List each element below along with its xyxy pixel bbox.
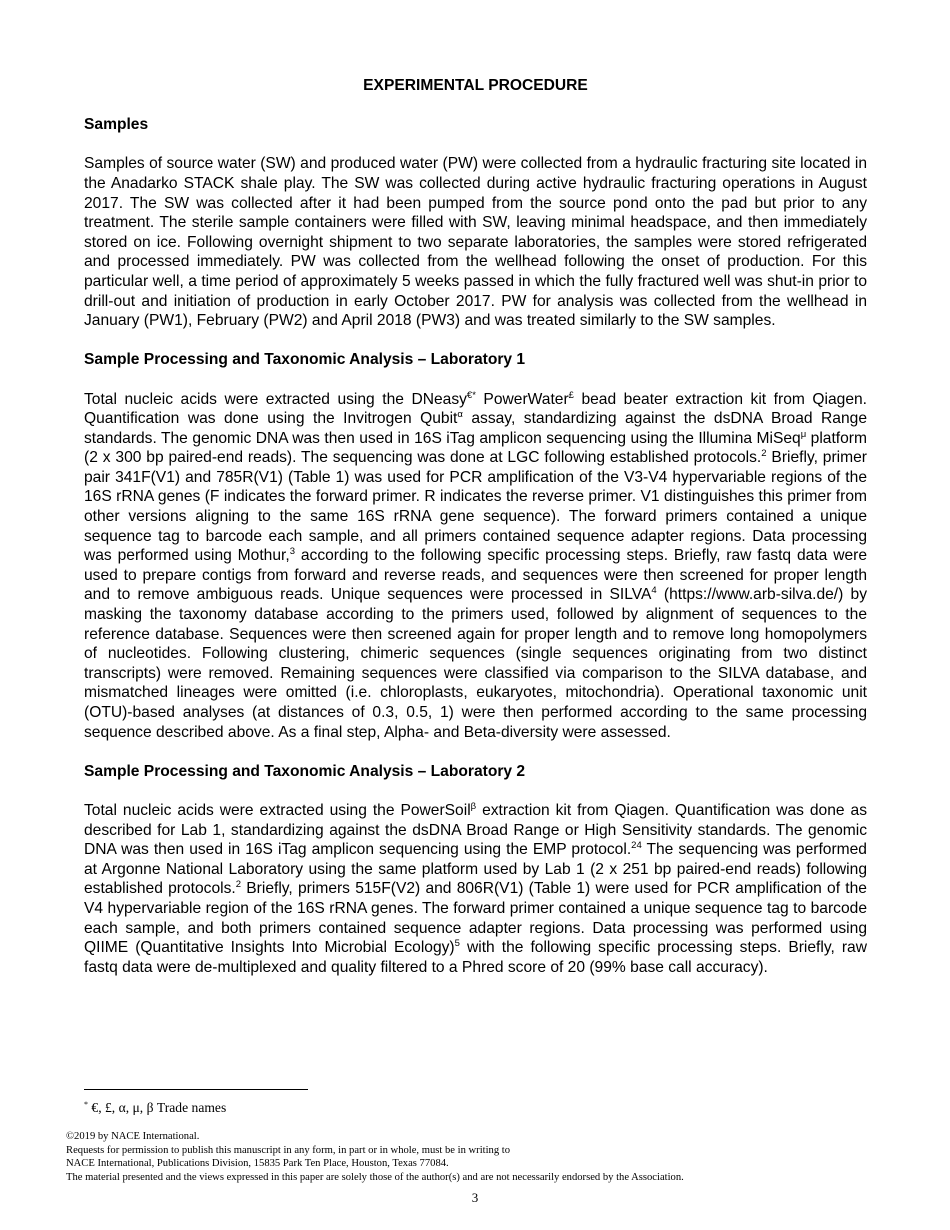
paragraph-text: with the following specific processing steps. Briefly, raw fastq data were de-multiplexed and quality filtered to a Phred score of 20 (99% base call accuracy).: [84, 939, 867, 976]
copyright-notice: [66, 1130, 684, 1184]
samples-paragraph: Samples of source water (SW) and produced water (PW) were collected from a hydraulic fracturing site located in the Anadarko STACK shale play. The SW was collected during active hydraulic fracturing operations in August 2017. The SW was collected after it had been pumped from the source pond onto the pad but prior to any treatment. The sterile sample containers were filled with SW, leaving minimal headspace, and then immediately stored on ice. Following overnight shipment to two separate laboratories, the samples were stored refrigerated and processed immediately. PW was collected from the wellhead following the onset of production. For this particular well, a time period of approximately 5 weeks passed in which the fully fractured well was shut-in prior to drill-out and initiation of production in early October 2017. PW for analysis was collected from the wellhead in January (PW1), February (PW2) and April 2018 (PW3) and was treated similarly to the SW samples.: [84, 155, 867, 330]
reference-superscript: α: [457, 409, 463, 421]
reference-superscript: 24: [631, 840, 642, 852]
page-title: EXPERIMENTAL PROCEDURE: [363, 77, 588, 94]
paragraph-text: The sequencing was performed at Argonne National Laboratory using the same platform used by Lab 1 (2 x 251 bp paired-end reads) following established protocols.: [84, 841, 867, 898]
copyright-line: ©2019 by NACE International.: [66, 1131, 200, 1142]
paragraph-text: Briefly, primer pair 341F(V1) and 785R(V1) (Table 1) was used for PCR amplification of the V3-V4 hypervariable regions of the 16S rRNA genes (F indicates the forward primer. R indicates the reverse primer. V1 distinguishes this primer from other versions aligning to the same 16S rRNA gene sequence). The forward primers contained a unique sequence tag to barcode each sample, and all primers contained sequence adapter regions. Data processing was performed using Mothur,: [84, 449, 867, 565]
paragraph-text: Briefly, primers 515F(V2) and 806R(V1) (Table 1) were used for PCR amplification of the V4 hypervariable region of the 16S rRNA genes. The forward primer contained a unique sequence tag to barcode each sample, and both primers contained sequence adapter regions. Data processing was performed using QIIME (Quantitative Insights Into Microbial Ecology): [84, 880, 867, 957]
reference-superscript: 3: [289, 546, 295, 558]
section-heading-laboratory-1: Sample Processing and Taxonomic Analysis – Laboratory 1: [84, 351, 526, 369]
paragraph-text: (https://www.arb-silva.de/) by masking the taxonomy database according to the primers used, followed by alignment of sequences to the reference database. Sequences were then screened again for proper length and to remove long homopolymers of nucleotides. Following clustering, chimeric sequences (single sequences originating from two distinct transcripts) were removed. Remaining sequences were classified via comparison to the SILVA database, and mismatched lineages were omitted (i.e. chloroplasts, eukaryotes, mitochondria). Operational taxonomic unit (OTU)-based analyses (at distances of 0.3, 0.5, 1) were then performed according to the same processing sequence described above. As a final step, Alpha- and Beta-diversity were assessed.: [84, 586, 867, 741]
reference-superscript: μ: [800, 428, 807, 440]
footnote: [84, 1100, 226, 1116]
reference-superscript: β: [470, 800, 477, 812]
laboratory-1-paragraph: [84, 390, 867, 743]
section-heading-laboratory-2: Sample Processing and Taxonomic Analysis – Laboratory 2: [84, 762, 526, 780]
paragraph-text: extraction kit from Qiagen. Quantification was done as described for Lab 1, standardizing against the dsDNA Broad Range or High Sensitivity standards. The genomic DNA was then used in 16S iTag amplicon sequencing using the EMP protocol.: [84, 801, 867, 859]
paragraph-text: Total nucleic acids were extracted using the PowerSoil: [84, 801, 471, 819]
main-content: [84, 76, 867, 977]
copyright-line: The material presented and the views expressed in this paper are solely those of the author(s) and are not necessarily endorsed by the Association.: [66, 1171, 684, 1183]
copyright-line: NACE International, Publications Division, 15835 Park Ten Place, Houston, Texas 77084.: [66, 1158, 449, 1170]
footnote-marker: *: [84, 1100, 88, 1109]
reference-superscript: 2: [235, 879, 242, 891]
paragraph-text: according to the following specific processing steps. Briefly, raw fastq data were used to prepare contigs from forward and reverse reads, and sequences were then screened for proper length and to remove ambiguous reads. Unique sequences were processed in SILVA: [84, 547, 867, 604]
reference-superscript: 4: [651, 585, 657, 597]
reference-superscript: 2: [761, 448, 767, 460]
reference-superscript: £: [568, 389, 574, 401]
reference-superscript: 5: [454, 938, 460, 950]
footnote-text: €, £, α, μ, β Trade names: [88, 1100, 227, 1115]
paragraph-text: platform (2 x 300 bp paired-end reads). The sequencing was done at LGC following established protocols.: [84, 429, 867, 467]
laboratory-2-paragraph: [84, 801, 867, 977]
page-number: 3: [471, 1190, 479, 1205]
section-heading-samples: Samples: [84, 116, 149, 134]
copyright-line: Requests for permission to publish this manuscript in any form, in part or in whole, must be in writing to: [66, 1144, 511, 1156]
paragraph-text: bead beater extraction kit from Qiagen. Quantification was done using the Invitrogen Qubit: [84, 390, 867, 428]
footnote-divider: [84, 1089, 308, 1090]
paragraph-text: assay, standardizing against the dsDNA Broad Range standards. The genomic DNA was then used in 16S iTag amplicon sequencing using the Illumina MiSeq: [84, 410, 867, 447]
paragraph-text: Total nucleic acids were extracted using the DNeasy: [84, 390, 467, 408]
paragraph-text: PowerWater: [475, 390, 569, 408]
reference-superscript: €*: [466, 389, 476, 401]
